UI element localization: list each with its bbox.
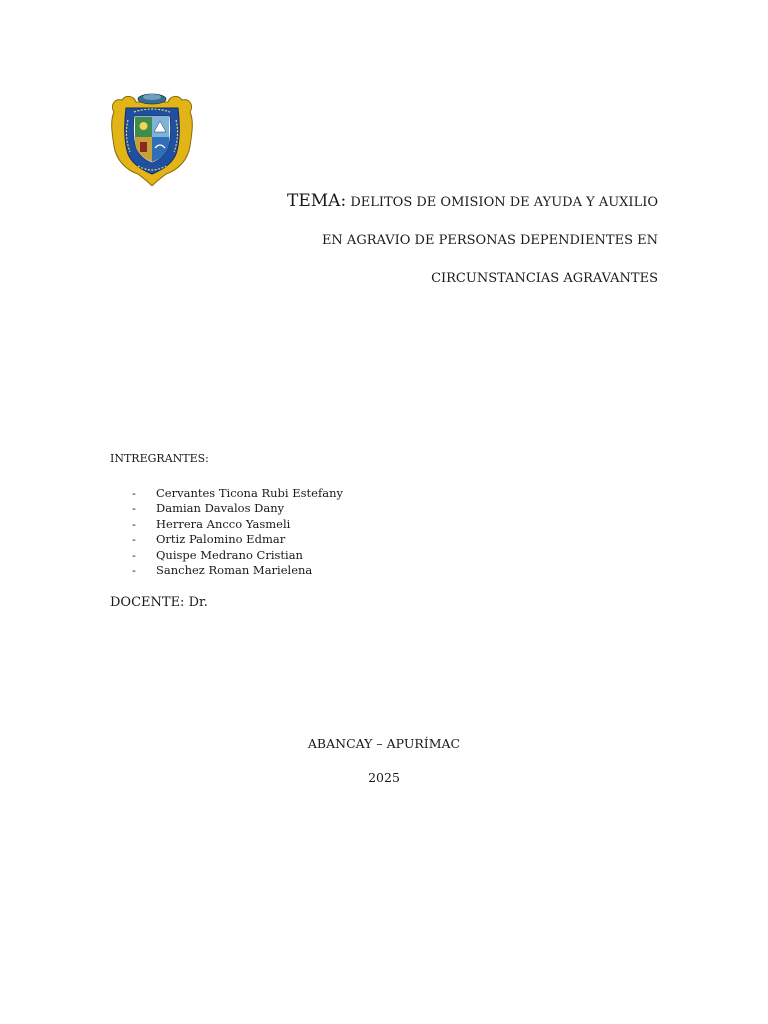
title-text-1: DELITOS DE OMISION DE AYUDA Y AUXILIO <box>350 195 658 210</box>
university-crest-icon <box>108 90 196 186</box>
title-block <box>138 192 658 288</box>
member-name: Cervantes Ticona Rubi Estefany <box>156 486 343 500</box>
year-line: 2025 <box>368 770 400 785</box>
member-name: Damian Davalos Dany <box>156 501 285 516</box>
member-name: Quispe Medrano Cristian <box>156 547 303 562</box>
bullet-dash: - <box>132 486 136 500</box>
docente-line: DOCENTE: Dr. <box>110 595 208 610</box>
title-line-3: CIRCUNSTANCIAS AGRAVANTES <box>431 271 658 286</box>
bullet-dash: - <box>132 501 136 516</box>
list-item <box>110 517 343 532</box>
bullet-dash: - <box>132 547 136 562</box>
member-name: Sanchez Roman Marielena <box>156 563 313 578</box>
list-item <box>110 563 343 578</box>
bullet-dash: - <box>132 532 136 547</box>
title-line-2: EN AGRAVIO DE PERSONAS DEPENDIENTES EN <box>321 233 658 248</box>
bullet-dash: - <box>132 563 136 578</box>
tema-label: TEMA: <box>287 191 347 211</box>
city-line: ABANCAY – APURÍMAC <box>307 736 461 751</box>
member-name: Ortiz Palomino Edmar <box>156 532 286 547</box>
title-line-1 <box>138 192 658 212</box>
members-heading: INTREGRANTES: <box>110 452 209 465</box>
list-item <box>110 532 343 547</box>
list-item <box>110 548 343 563</box>
list-item <box>110 486 343 501</box>
list-item <box>110 501 343 516</box>
members-list <box>110 486 343 578</box>
member-name: Herrera Ancco Yasmeli <box>156 516 291 531</box>
bullet-dash: - <box>132 516 136 531</box>
